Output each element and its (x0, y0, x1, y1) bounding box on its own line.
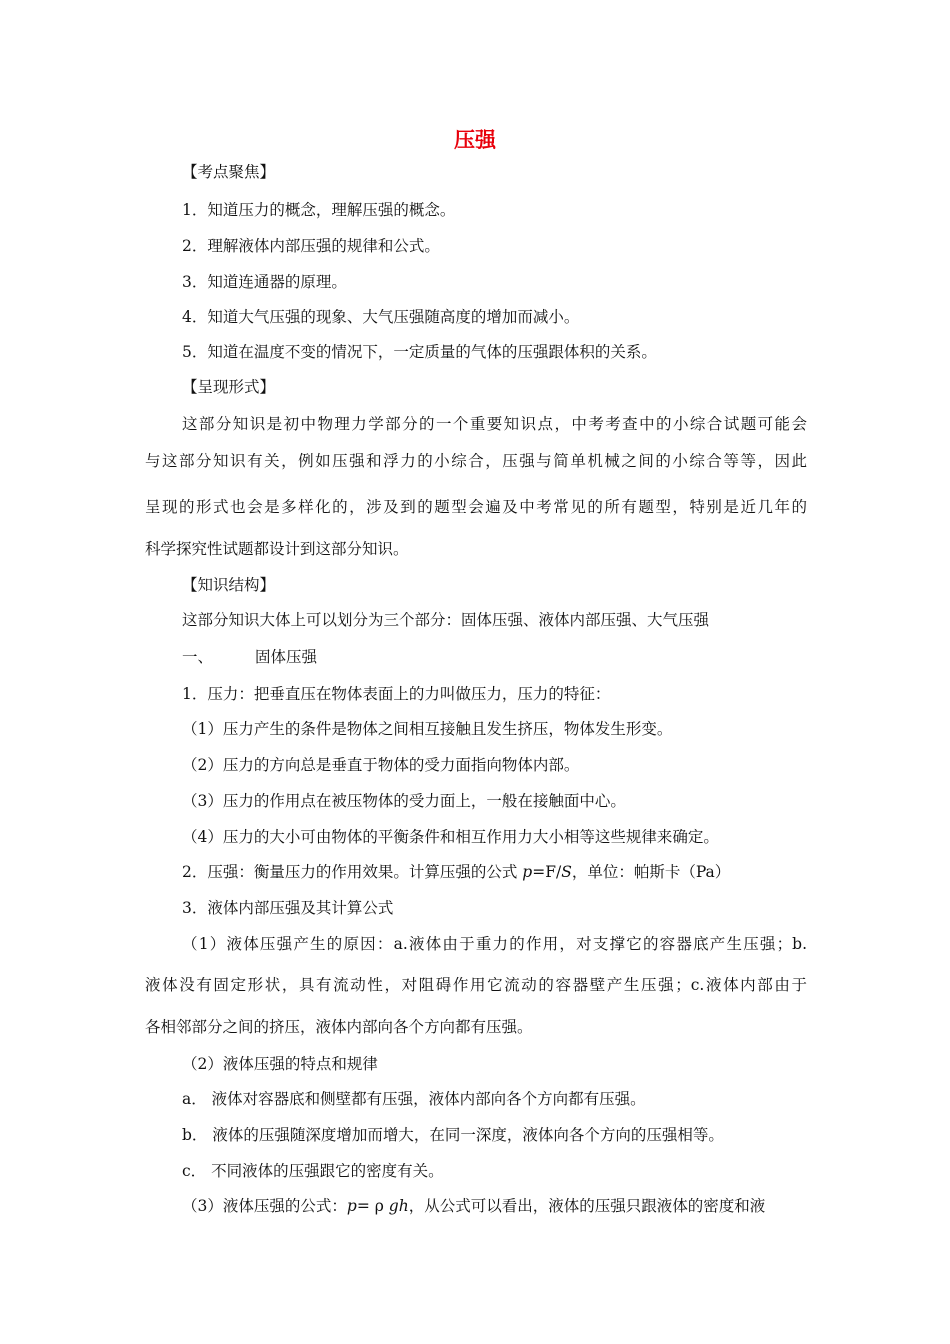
key-point-3: 3．知道连通器的原理。 (182, 273, 347, 291)
text-segment: ，单位：帕斯卡（Pa） (571, 863, 731, 881)
key-point-5: 5．知道在温度不变的情况下，一定质量的气体的压强跟体积的关系。 (182, 343, 657, 361)
structure-intro: 这部分知识大体上可以划分为三个部分：固体压强、液体内部压强、大气压强 (182, 611, 710, 629)
paragraph-line: （1）液体压强产生的原因：a.液体由于重力的作用，对支撑它的容器底产生压强；b. (182, 935, 807, 953)
paragraph-line: 液体没有固定形状，具有流动性，对阻碍作用它流动的容器壁产生压强；c.液体内部由于 (145, 976, 807, 994)
text-segment: （3）液体压强的公式： (182, 1197, 347, 1215)
text-segment: =F/ (532, 863, 562, 881)
liquid-characteristics-heading: （2）液体压强的特点和规律 (182, 1055, 378, 1073)
pressure-formula-line (182, 862, 730, 882)
pressure-force-definition: 1．压力：把垂直压在物体表面上的力叫做压力，压力的特征： (182, 685, 611, 703)
force-feature-4: （4）压力的大小可由物体的平衡条件和相互作用力大小相等这些规律来确定。 (182, 828, 719, 846)
text-segment: ，从公式可以看出，液体的压强只跟液体的密度和液 (408, 1197, 766, 1215)
heading-key-points: 【考点聚焦】 (182, 163, 276, 181)
paragraph-line: 与这部分知识有关，例如压强和浮力的小综合，压强与简单机械之间的小综合等等，因此 (145, 452, 807, 470)
liquid-rule-a: a． 液体对容器底和侧壁都有压强，液体内部向各个方向都有压强。 (182, 1090, 646, 1108)
liquid-rule-b: b． 液体的压强随深度增加而增大，在同一深度，液体向各个方向的压强相等。 (182, 1126, 724, 1144)
key-point-4: 4．知道大气压强的现象、大气压强随高度的增加而减小。 (182, 308, 580, 326)
symbol-s: S (561, 863, 572, 881)
force-feature-1: （1）压力产生的条件是物体之间相互接触且发生挤压，物体发生形变。 (182, 720, 673, 738)
paragraph-line: 呈现的形式也会是多样化的，涉及到的题型会遍及中考常见的所有题型，特别是近几年的 (145, 498, 807, 516)
paragraph-line: 这部分知识是初中物理力学部分的一个重要知识点，中考考查中的小综合试题可能会 (182, 415, 807, 433)
symbol-p: p (522, 863, 533, 881)
page-title: 压强 (454, 128, 496, 152)
text-segment: = ρ (356, 1197, 389, 1215)
force-feature-2: （2）压力的方向总是垂直于物体的受力面指向物体内部。 (182, 756, 580, 774)
symbol-p: p (346, 1197, 357, 1215)
paragraph-line: 各相邻部分之间的挤压，液体内部向各个方向都有压强。 (145, 1018, 533, 1036)
heading-knowledge-structure: 【知识结构】 (182, 576, 276, 594)
heading-presentation: 【呈现形式】 (182, 378, 276, 396)
key-point-2: 2．理解液体内部压强的规律和公式。 (182, 237, 440, 255)
text-segment: 2．压强：衡量压力的作用效果。计算压强的公式 (182, 863, 523, 881)
section-title: 固体压强 (255, 648, 318, 666)
paragraph-line: 科学探究性试题都设计到这部分知识。 (145, 540, 409, 558)
liquid-rule-c: c． 不同液体的压强跟它的密度有关。 (182, 1162, 444, 1180)
symbol-gh: gh (388, 1197, 409, 1215)
section-number: 一、 (182, 648, 214, 666)
section-heading-solid-pressure (182, 647, 317, 667)
force-feature-3: （3）压力的作用点在被压物体的受力面上，一般在接触面中心。 (182, 792, 626, 810)
heading-liquid-pressure: 3．液体内部压强及其计算公式 (182, 899, 394, 917)
liquid-formula-line (182, 1196, 765, 1216)
key-point-1: 1．知道压力的概念，理解压强的概念。 (182, 201, 456, 219)
